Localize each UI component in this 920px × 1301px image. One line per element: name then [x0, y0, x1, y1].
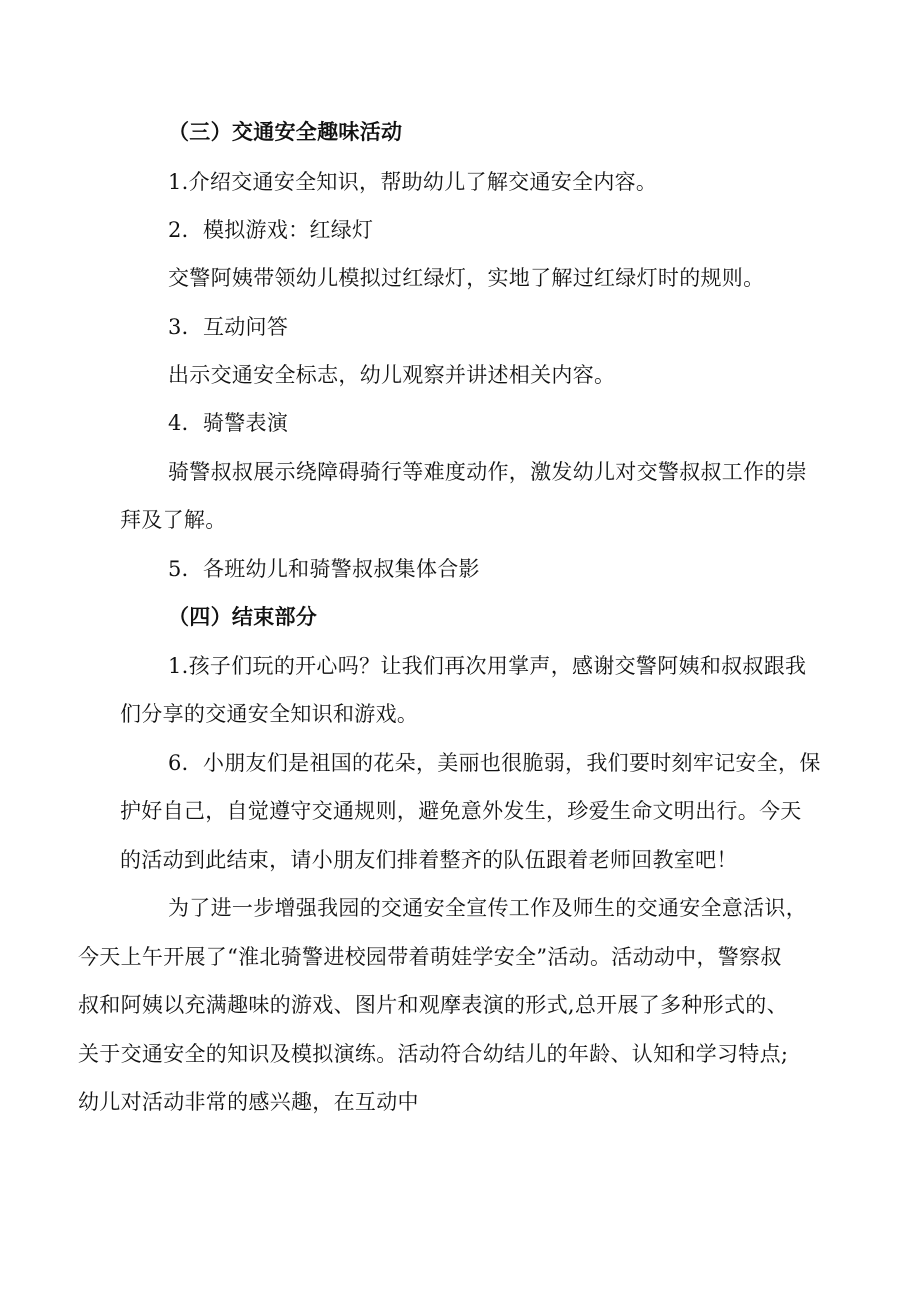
summary-line-5: 幼儿对活动非常的感兴趣，在互动中	[78, 1090, 419, 1114]
closing-item-1-line-1: 1.孩子们玩的开心吗？让我们再次用掌声，感谢交警阿姨和叔叔跟我	[168, 654, 807, 678]
paragraph-item-4-body-line-2: 拜及了解。	[120, 508, 227, 532]
closing-item-6-line-2: 护好自己，自觉遵守交通规则，避免意外发生，珍爱生命文明出行。今天	[120, 799, 802, 823]
closing-item-6-line-3: 的活动到此结束，请小朋友们排着整齐的队伍跟着老师回教室吧！	[120, 848, 738, 872]
paragraph-item-3-title: 3．互动问答	[168, 315, 289, 339]
paragraph-item-2-title: 2．模拟游戏：红绿灯	[168, 218, 374, 242]
paragraph-item-2-body: 交警阿姨带领幼儿模拟过红绿灯，实地了解过红绿灯时的规则。	[168, 266, 765, 290]
closing-item-6-line-1: 6．小朋友们是祖国的花朵，美丽也很脆弱，我们要时刻牢记安全，保	[168, 751, 821, 775]
summary-line-2: 今天上午开展了“淮北骑警进校园带着萌娃学安全”活动。活动动中，警察叔	[78, 945, 782, 969]
paragraph-item-1: 1.介绍交通安全知识，帮助幼儿了解交通安全内容。	[168, 170, 658, 194]
section-heading-4: （四）结束部分	[168, 605, 318, 629]
paragraph-item-3-body: 出示交通安全标志，幼儿观察并讲述相关内容。	[168, 363, 616, 387]
section-heading-3: （三）交通安全趣味活动	[168, 120, 403, 144]
summary-line-3: 叔和阿姨以充满趣味的游戏、图片和观摩表演的形式,总开展了多种形式的、	[78, 993, 788, 1017]
paragraph-item-5-title: 5．各班幼儿和骑警叔叔集体合影	[168, 557, 480, 581]
closing-item-1-line-2: 们分享的交通安全知识和游戏。	[120, 702, 419, 726]
paragraph-item-4-title: 4．骑警表演	[168, 411, 289, 435]
paragraph-item-4-body-line-1: 骑警叔叔展示绕障碍骑行等难度动作，激发幼儿对交警叔叔工作的崇	[168, 460, 807, 484]
summary-line-1: 为了进一步增强我园的交通安全宣传工作及师生的交通安全意活识，	[168, 896, 807, 920]
summary-line-4: 关于交通安全的知识及模拟演练。活动符合幼结儿的年龄、认知和学习特点;	[78, 1042, 789, 1066]
